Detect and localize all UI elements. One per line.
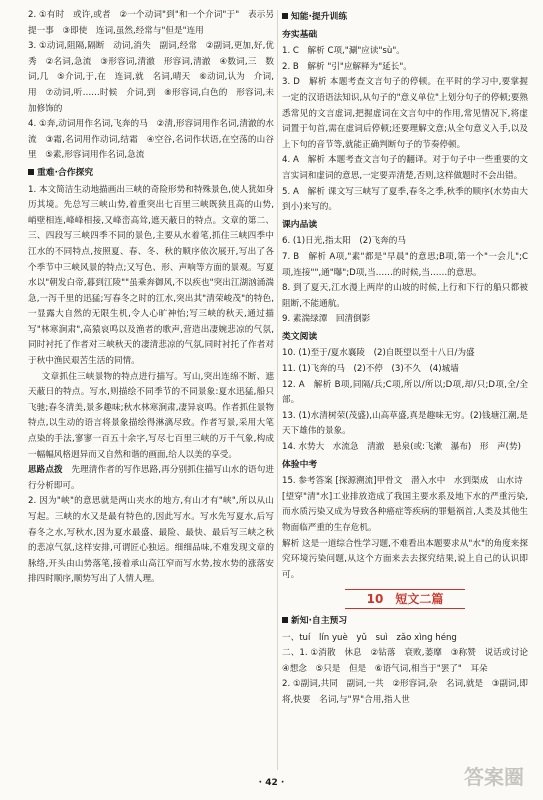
subheading-exam: 体验中考 xyxy=(282,459,318,470)
lesson-title-text: 10 短文二篇 xyxy=(345,589,466,609)
inquiry-item-1-paragraph-2: 文章抓住三峡景物的特点进行描写。写山,突出连绵不断、遮天蔽日的特点。写水,则描绘不同季节的不同景象:夏水迅猛,船只飞驰;春冬清美,景多趣味;秋水林寒涧肃,凄异哀鸣。作者抓住景物特点,以生动的语言将景象描绘得淋漓尽致。作者写景,采用大笔点染的手法,寥寥一百五十余字,写尽七百里三峡的万千气象,构成一幅幅风格迥异而又自然和谐的画面,给人以美的享受。 xyxy=(28,371,274,460)
watermark-logo: 答案圈 xyxy=(464,765,524,789)
inquiry-item-2: 2. 因为"峡"的意思就是两山夹水的地方,有山才有"峡",所以从山写起。三峡的水又是最有特色的,因此写水。写水先写夏水,后写春冬之水,写秋水,因为夏水最盛、最险、最快、最后写三峡之秋的悲凉气氛,这样安排,可谓匠心独运。细细品味,不难发现文章的脉络,开头由山势落笔,接着承山高江窄而写水势,按水势的涨落安排四时顺序,顺势写出了人情人理。 xyxy=(28,496,274,585)
tip-text: 先理清作者的写作思路,再分别抓住描写山水的语句进行分析即可。 xyxy=(28,465,274,491)
inclass-item-8: 8. 到了夏天,江水漫上两岸的山坡的时候,上行和下行的船只都被阻断,不能通航。 xyxy=(282,283,528,309)
exam-item-15-part-2: [望穿"清"水]工业排放造成了我国主要水系及地下水的严重污染,而水质污染又成为导致各种癌症等疾病的罪魁祸首,人类及其他生物面临严重的生存危机。 xyxy=(282,491,528,533)
inclass-item-9: 9. 素湍绿潭 回清倒影 xyxy=(282,314,371,325)
extra-item-14: 14. 水势大 水流急 清澈 悬泉(或:飞漱 瀑布) 形 声(势) xyxy=(282,442,521,453)
xinzhi-item-2: 2. ①副词,共同 副词,一共 ②形容词,杂 名词,就是 ③副词,即将,快要 名词,与"界"合用,指人世 xyxy=(282,679,528,705)
answer-item-2: 2. ①有时 或许,或者 ②一个动词"到"和一个介词"于" 表示另提一事 ③即使 连词,虽然,经常与"但是"连用 xyxy=(28,10,274,36)
base-item-2: 2. B 解析 "引"应解释为"延长"。 xyxy=(282,61,412,72)
extra-item-13: 13. (1)水清树荣(茂盛),山高草盛,真是趣味无穷。(2)钱塘江潮,是天下雄伟的景象。 xyxy=(282,410,528,437)
extra-item-12: 12. A 解析 B项,同隔/兵;C项,所以/所以;D项,却/只;D项,全/全部。 xyxy=(282,379,528,406)
exam-item-15-analysis: 解析 这是一道综合性学习题,不难看出本题要求从"水"的角度来探究环境污染问题,从这个方面来去去探究结果,说上自己的认识即可。 xyxy=(282,538,528,580)
answer-item-3: 3. ①动词,阻隔,隔断 动词,消失 副词,经常 ②副词,更加,好,优秀 ②名词,急流 ③形容词,清澈 形容词,清澈 ④数词,三 数词,几 ⑤介词,于,在 连词,就 名词,晴天 ⑥动词,认为 介词,用 ⑦动词,听……时候 介词,到 ⑧形容词,白色的 形容词,未加修饰的 xyxy=(28,41,274,114)
inclass-item-6: 6. (1)日光,指太阳 (2)飞奔的马 xyxy=(282,236,406,247)
page-number: · 42 · xyxy=(258,778,285,788)
section-heading-ability-training: 知能·提升训练 xyxy=(282,10,528,26)
tip-label: 思路点拨 xyxy=(28,465,63,476)
inclass-item-7: 7. B 解析 A项,"素"都是"早晨"的意思;B项,第一个"一会儿";C项,连接"",通"曝";D项,当……的时候,当……的意思。 xyxy=(282,251,528,278)
extra-item-10: 10. (1)至于/夏水襄陵 (2)自既望以至十八日/为盛 xyxy=(282,348,475,359)
xinzhi-item-1: 二、1. ①消散 休息 ②钻落 衰败,萎靡 ③称赞 说话或讨论 ④想念 ⑤只是 但是 ⑥语气词,相当于"罢了" 耳朵 xyxy=(282,648,537,674)
base-item-1: 1. C 解析 C项,"涮"应读"sù"。 xyxy=(282,46,405,57)
lesson-title xyxy=(282,589,528,610)
column-divider xyxy=(277,10,278,770)
subheading-extra-reading: 类文阅读 xyxy=(282,331,318,342)
subheading-in-class: 课内品读 xyxy=(282,219,318,230)
section-heading-preview: 新知·自主预习 xyxy=(282,614,528,630)
base-item-5: 5. A 解析 课文写三峡写了夏季,春冬之季,秋季的顺序(水势由大到小)来写的。 xyxy=(282,186,528,213)
inquiry-item-1: 1. 本文简洁生动地描画出三峡的奇险形势和特殊景色,使人犹如身历其境。先总写三峡山势,着重突出七百里三峡既狭且高的山势,峭壁相连,峰峰相接,又峰峦高耸,遮天蔽日的特点。文章的第二、三、四段写三峡四季不同的景色,主要从水着笔,抓住三峡四季中江水的不同特点,按照夏、春、冬、秋的顺序依次展开,写出了各个季节中三峡风景的特点;又写色、形、声响等方面的景观。写夏水以"朝发白帝,暮到江陵""虽乘奔御风,不以疾也"突出江湖汹涌湍急,一泻千里的迅猛;写春冬之时的江水,突出其"清荣峻茂"的特色,一显露大自然的无限生机,令人心旷神怡;写三峡的秋天,通过描写"林寒涧肃",高猿哀鸣以及渔者的歌声,营造出凄婉悲凉的气氛,同时衬托了作者对三峡秋天的凄清悲凉的气氛,同时衬托了作者对于秋中渔民艰苦生活的同情。 xyxy=(28,184,274,367)
left-column xyxy=(28,8,274,588)
section-heading-cooperative-inquiry: 重难·合作探究 xyxy=(28,166,274,182)
pinyin-line: 一、tuí lín yuè yǔ suì zǎo xìng héng xyxy=(282,632,457,643)
base-item-4: 4. A 解析 本题考查文言句子的翻译。对于句子中一些重要的文言实词和虚词的意思,一定要弄清楚,否则,这样做题时不会出错。 xyxy=(282,155,528,181)
inquiry-tip xyxy=(28,463,274,494)
extra-item-11: 11. (1)飞奔的马 (2)不停 (3)不久 (4)城墙 xyxy=(282,364,459,375)
answer-item-4: 4. ①奔,动词用作名词,飞奔的马 ②清,形容词用作名词,清澈的水流 ③霜,名词用作动词,结霜 ④空谷,名词作状语,在空荡的山谷里 ⑤素,形容词用作名词,急流 xyxy=(28,119,274,161)
subheading-base: 夯实基础 xyxy=(282,29,318,40)
base-item-3: 3. D 解析 本题考查文言句子的停顿。在平时的学习中,要掌握一定的汉语语法知识,从句子的"意义单位"上划分句子的停顿;要熟悉常见的文言虚词,把握虚词在文言句中的作用,常见情况下,将虚词置于句首,需在虚词后停顿;还要理解文意;从全句意义入手,以及上下句的音节等,就能正确判断句子的节奏停顿。 xyxy=(282,77,528,150)
exam-item-15: 15. 参考答案 [探源溯流]甲骨文 潜入水中 水到渠成 山水诗 xyxy=(282,476,523,487)
right-column xyxy=(282,8,537,709)
